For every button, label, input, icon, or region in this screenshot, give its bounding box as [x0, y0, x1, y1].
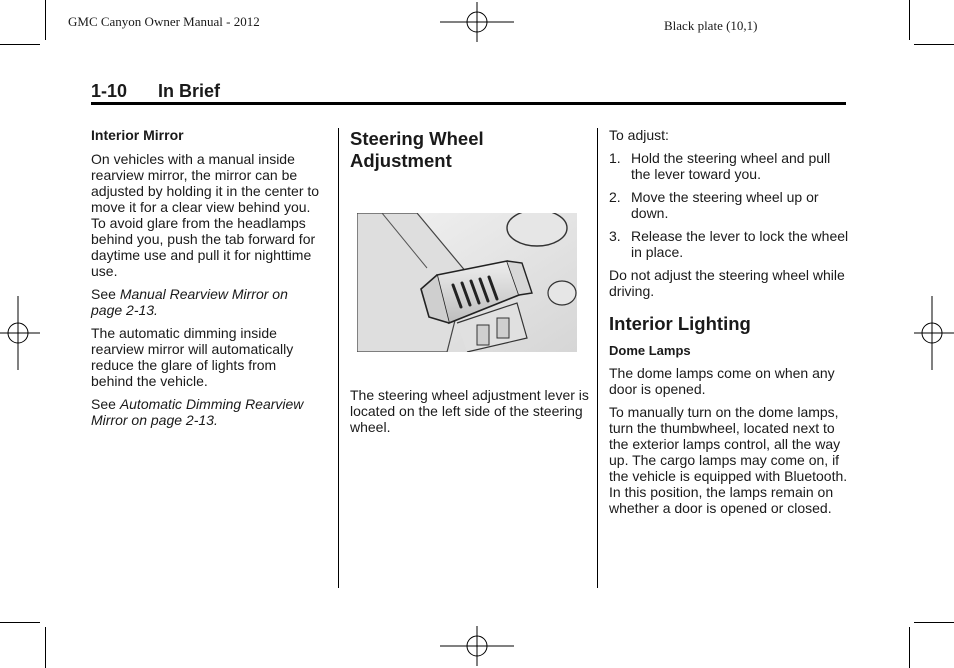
registration-mark-right	[914, 296, 954, 370]
paragraph: On vehicles with a manual inside rearview mirror, the mirror can be adjusted by holding it in the center to move it for a clear view behind you. To avoid glare from the headlamps behind you, push the tab forward for daytime use and pull it for nighttime use.	[91, 151, 320, 279]
registration-mark-top	[440, 2, 514, 42]
page-number: 1-10	[91, 81, 128, 101]
list-item: 2. Move the steering wheel up or down.	[609, 189, 819, 221]
column-divider	[597, 128, 598, 588]
step-list	[609, 150, 849, 260]
cross-reference: See Automatic Dimming Rearview Mirror on page 2-13.	[91, 396, 304, 428]
crop-mark	[0, 44, 40, 45]
reference-link[interactable]: Manual Rearview Mirror on page 2-13.	[91, 286, 288, 318]
header-rule	[91, 102, 846, 105]
paragraph: To manually turn on the dome lamps, turn the thumbwheel, located next to the exterior lamps control, all the way up. The cargo lamps may come on, if the vehicle is equipped with Bluetooth. In this position, the lamps remain on whether a door is opened or closed.	[609, 404, 848, 516]
plate-label: Black plate (10,1)	[664, 18, 758, 33]
list-item: 1. Hold the steering wheel and pull the lever toward you.	[609, 150, 831, 182]
cross-reference: See Manual Rearview Mirror on page 2-13.	[91, 286, 288, 318]
registration-mark-bottom	[440, 626, 514, 666]
crop-mark	[45, 627, 46, 668]
heading-steering-wheel-adjustment: Steering Wheel Adjustment	[350, 128, 484, 171]
crop-mark	[914, 44, 954, 45]
crop-mark	[914, 622, 954, 623]
crop-mark	[0, 622, 40, 623]
intro-text: To adjust:	[609, 127, 669, 143]
crop-mark	[909, 627, 910, 668]
reference-link[interactable]: Automatic Dimming Rearview Mirror on page 2-13.	[91, 396, 304, 428]
column-steering-wheel	[350, 128, 586, 172]
paragraph: The automatic dimming inside rearview mirror will automatically reduce the glare of lights from behind the vehicle.	[91, 325, 294, 389]
crop-mark	[909, 0, 910, 40]
steering-lever-illustration	[357, 213, 577, 352]
heading-interior-mirror: Interior Mirror	[91, 127, 184, 143]
column-divider	[338, 128, 339, 588]
warning-text: Do not adjust the steering wheel while driving.	[609, 267, 845, 299]
list-item: 3. Release the lever to lock the wheel in place.	[609, 228, 849, 260]
subheading-dome-lamps: Dome Lamps	[609, 343, 691, 358]
crop-mark	[45, 0, 46, 40]
manual-title: GMC Canyon Owner Manual - 2012	[68, 14, 260, 29]
caption-text: The steering wheel adjustment lever is located on the left side of the steering wheel.	[350, 387, 589, 435]
column-adjust-and-lighting	[609, 127, 849, 523]
section-title: In Brief	[158, 81, 221, 101]
column-interior-mirror	[91, 127, 321, 435]
heading-interior-lighting: Interior Lighting	[609, 313, 751, 334]
paragraph: The dome lamps come on when any door is opened.	[609, 365, 835, 397]
illustration-caption	[350, 387, 590, 442]
registration-mark-left	[0, 296, 40, 370]
